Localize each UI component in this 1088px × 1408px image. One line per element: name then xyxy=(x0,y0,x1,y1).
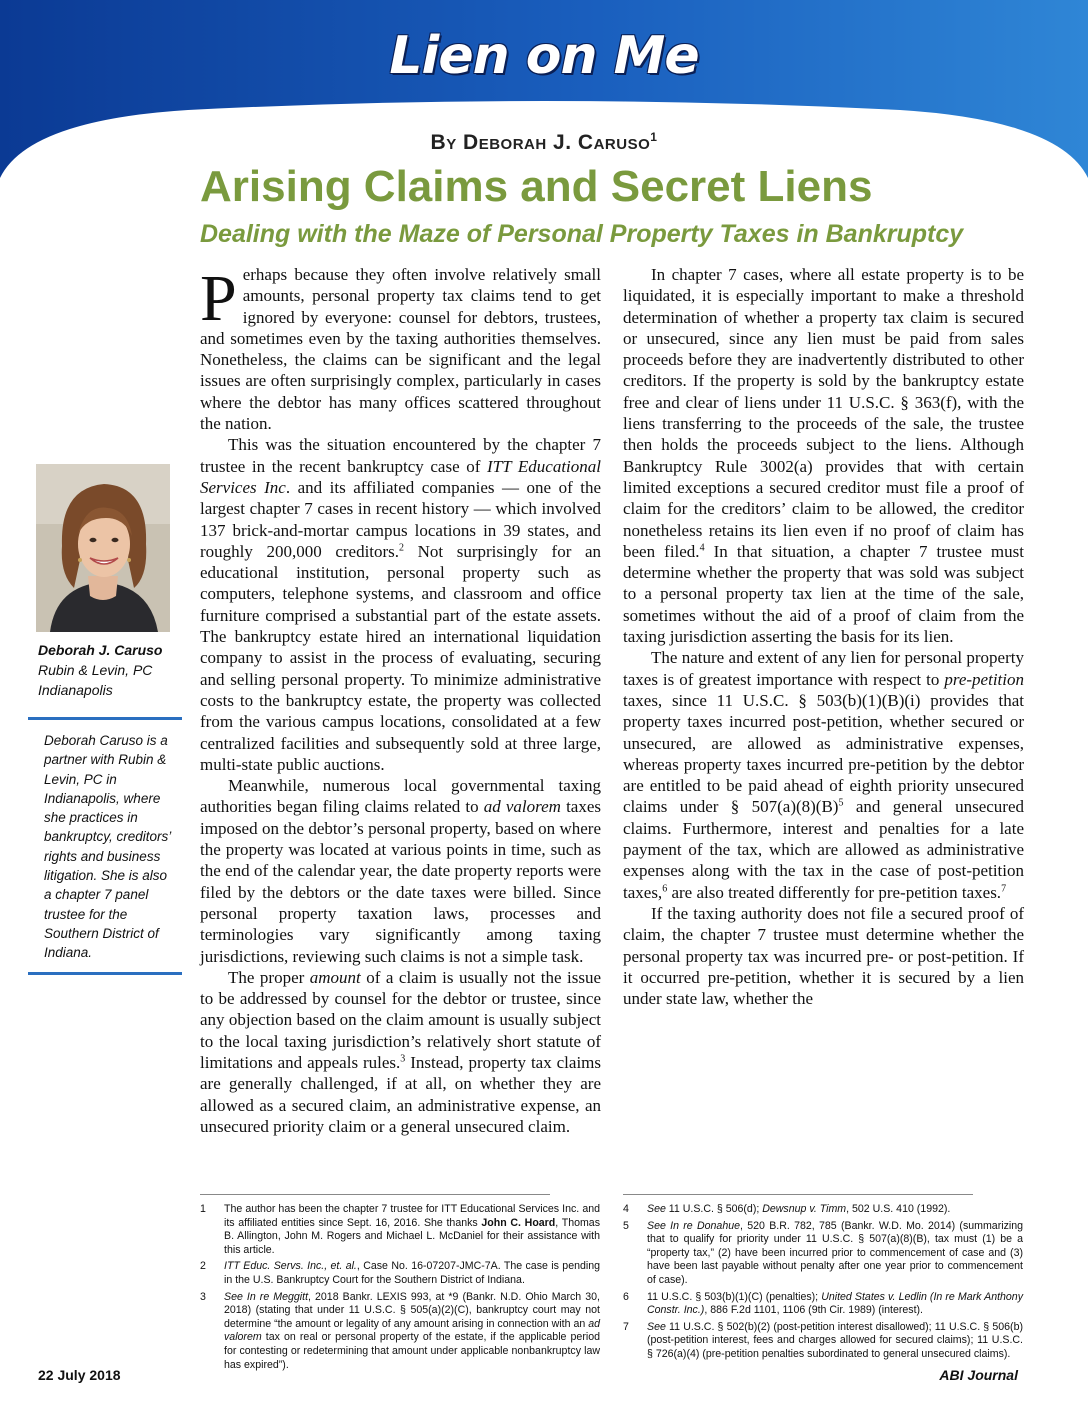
footnote-5 xyxy=(623,1220,1023,1288)
footnote-case-name: See In re Donahue xyxy=(647,1219,740,1232)
footnote-case-name: United States v. Ledlin (In re Mark Anthony Constr. Inc.) xyxy=(647,1290,1023,1317)
article-column-right xyxy=(623,264,1024,1009)
footnote-bold-name: John C. Hoard xyxy=(481,1216,556,1229)
footnote-rule-right xyxy=(623,1194,973,1195)
bio-rule-top xyxy=(28,717,182,720)
paragraph-1-text: erhaps because they often involve relatively small amounts, personal property tax claims tend to get ignored by everyone: counsel for debtors, trustees, and sometimes even by the taxing authorities themselves. Nonetheless, the claims can be significant and the legal issues are often surprisingly complex, particularly in cases where the debtor has many offices scattered throughout the nation. xyxy=(200,265,601,434)
footnote-4 xyxy=(623,1203,1023,1217)
paragraph-3 xyxy=(200,775,601,967)
footnote-ref-2: 2 xyxy=(399,542,405,554)
author-firm: Rubin & Levin, PC xyxy=(38,662,153,678)
footnote-2 xyxy=(200,1260,600,1287)
paragraph-4-text-b: of a claim is usually not the issue to be addressed by counsel for the debtor or trustee, since any objection based on the claim amount is usually subject to the local taxing jurisdiction’s relatively short statute of limitations and appeals rules. xyxy=(200,967,601,1072)
footnote-case-name: See In re Meggitt xyxy=(224,1290,309,1303)
footnote-number: 5 xyxy=(623,1219,629,1232)
footnote-6 xyxy=(623,1291,1023,1318)
column-title: Lien on Me xyxy=(389,26,699,86)
paragraph-5-text-a: In chapter 7 cases, where all estate property is to be liquidated, it is especially important to make a threshold determination of whether a property tax claim is secured or unsecured, since any lien must be paid from sales proceeds before they are inadvertently distributed to other creditors. If the property is sold by the bankruptcy estate free and clear of liens under 11 U.S.C. § 363(f), with the liens transferring to the proceeds of the sale, the trustee then holds the proceeds subject to the liens. Although Bankruptcy Rule 3002(a) provides that with certain limited exceptions a secured creditor must file a proof of claim for the creditors’ claim to be allowed, the creditor nonetheless retains its lien even if no proof of claim has been filed. xyxy=(623,265,1024,561)
author-caption xyxy=(38,640,188,700)
author-photo xyxy=(36,464,170,632)
footnote-number: 4 xyxy=(623,1203,629,1215)
page-footer-publication: ABI Journal xyxy=(939,1367,1018,1383)
author-name: Deborah J. Caruso xyxy=(38,642,163,658)
subhead: Dealing with the Maze of Personal Property Taxes in Bankruptcy xyxy=(200,220,964,248)
footnote-text: tax on real or personal property of the estate, if the applicable period for contesting or redetermining that amount under applicable nonbankruptcy law has expired”). xyxy=(224,1331,600,1371)
footnote-text: , 886 F.2d 1101, 1106 (9th Cir. 1989) (interest). xyxy=(704,1304,923,1317)
author-bio: Deborah Caruso is a partner with Rubin & Levin, PC in Indianapolis, where she practices in bankruptcy, creditors’ rights and business litigation. She is also a chapter 7 panel trustee for the Southern District of Indiana. xyxy=(44,733,171,961)
footnotes-left xyxy=(200,1203,600,1375)
footnote-number: 7 xyxy=(623,1320,629,1333)
footnote-ref-3: 3 xyxy=(400,1053,406,1065)
article-column-left xyxy=(200,264,601,1137)
headline: Arising Claims and Secret Liens xyxy=(200,162,873,211)
byline xyxy=(0,130,1088,155)
paragraph-7: If the taxing authority does not file a secured proof of claim, the chapter 7 trustee must determine whether the personal property tax was incurred pre- or post-petition. If it occurred pre-petition, whether it is secured by a lien under state law, whether the xyxy=(623,903,1024,1009)
paragraph-5 xyxy=(623,264,1024,647)
byline-author: By Deborah J. Caruso xyxy=(430,131,651,154)
paragraph-3-text-b: taxes imposed on the debtor’s personal property, based on where the property was located at various points in time, such as the end of the calendar year, the date property reports were filed by the debtors or the date taxes were billed. Since personal property taxation laws, processes and terminologies vary significantly among taxing jurisdictions, reviewing such claims is not a simple task. xyxy=(200,797,602,966)
term-pre-petition: pre-petition xyxy=(944,669,1024,689)
paragraph-6-text-a: The nature and extent of any lien for personal property taxes is of greatest importance with respect to xyxy=(623,648,1024,689)
footnote-1 xyxy=(200,1203,600,1257)
footnote-text: 11 U.S.C. § 506(d); xyxy=(665,1203,763,1215)
paragraph-6-text-b: taxes, since 11 U.S.C. § 503(b)(1)(B)(i) provides that property taxes incurred post-petition, whether secured or unsecured, are allowed as administrative expenses, whereas property taxes incurred pre-petition by the debtor are entitled to be paid ahead of eighth priority unsecured claims under § 507(a)(8)(B) xyxy=(623,690,1024,817)
footnote-text: 11 U.S.C. § 503(b)(1)(C) (penalties); xyxy=(647,1290,822,1303)
footnote-text: , Case No. 16-07207-JMC-7A. The case is pending in the U.S. Bankruptcy Court for the Southern District of Indiana. xyxy=(224,1260,600,1286)
footnote-number: 6 xyxy=(623,1290,629,1303)
paragraph-2-text-c: Not surprisingly for an educational institution, personal property such as computers, telephone systems, and classroom and office furniture comprised a substantial part of the estate assets. The bankruptcy estate hired an international liquidation company to assist in the process of evaluating, securing and selling personal property. To minimize administrative costs to the bankruptcy estate, the property was collected from the various campus locations, consolidated at a few centralized facilities and subsequently sold at three large, multi-state public auctions. xyxy=(200,541,602,774)
case-name-itt: ITT Educational Services Inc xyxy=(200,456,601,497)
paragraph-2 xyxy=(200,434,601,775)
term-ad-valorem: ad valorem xyxy=(483,797,561,817)
paragraph-4 xyxy=(200,967,601,1137)
bio-rule-bottom xyxy=(28,972,182,975)
author-portrait-image xyxy=(36,464,170,632)
footnote-text: 11 U.S.C. § 502(b)(2) (post-petition interest disallowed); 11 U.S.C. § 506(b) (post-petition interest, fees and charges allowed for secured claims); 11 U.S.C. § 726(a)(4) (pre-petition penalties subordinated to general unsecured claims). xyxy=(647,1320,1023,1360)
footnote-number: 2 xyxy=(200,1260,206,1273)
paragraph-4-text-c: Instead, property tax claims are generally challenged, if at all, on whether they are allowed as a secured claim, an administrative expense, an unsecured priority claim or a general unsecured claim. xyxy=(200,1052,602,1136)
footnote-signal: See xyxy=(647,1203,666,1215)
drop-cap: P xyxy=(200,262,237,335)
paragraph-5-text-b: In that situation, a chapter 7 trustee must determine whether the property that was sold was subject to a personal property tax lien at the time of the sale, sometimes without the aid of a proof of claim from the taxing jurisdiction asserting the basis for its lien. xyxy=(623,541,1024,647)
footnote-ref-7: 7 xyxy=(1001,882,1007,894)
footnote-text: , 520 B.R. 782, 785 (Bankr. W.D. Mo. 2014) (summarizing that to qualify for priority under 11 U.S.C. § 507(a)(8)(B), tax must (1) be a “property tax,” (2) have been incurred prior to commencement of case and (3) have been last payable without penalty after one year prior to commencement of case). xyxy=(647,1219,1024,1286)
footnote-text: , 2018 Bankr. LEXIS 993, at *9 (Bankr. N.D. Ohio March 30, 2018) (stating that under 11 U.S.C. § 505(a)(2)(C), bankruptcy court may not determine “the amount or legality of any amount arising in connection with an xyxy=(224,1290,600,1330)
footnote-ref-4: 4 xyxy=(699,542,705,554)
footnote-number: 3 xyxy=(200,1290,206,1303)
footnote-case-name: ITT Educ. Servs. Inc., et. al. xyxy=(224,1260,357,1273)
paragraph-6-text-d: are also treated differently for pre-petition taxes. xyxy=(667,882,1002,902)
footnote-rule-left xyxy=(200,1194,550,1195)
page-footer-issue: 22 July 2018 xyxy=(38,1367,121,1383)
footnote-ref-6: 6 xyxy=(662,882,668,894)
paragraph-2-text-a: This was the situation encountered by the chapter 7 trustee in the recent bankruptcy case of xyxy=(200,435,601,476)
footnote-text: The author has been the chapter 7 trustee for ITT Educational Services Inc. and its affiliated entities since Sept. 16, 2016. She thanks xyxy=(224,1203,600,1229)
paragraph-6 xyxy=(623,647,1024,903)
paragraph-6-text-c: and general unsecured claims. Furthermore, interest and penalties for a late payment of the tax, which are allowed as administrative expenses along with the tax in the case of post-petition taxes, xyxy=(623,797,1025,902)
paragraph-3-text-a: Meanwhile, numerous local governmental taxing authorities began filing claims related to xyxy=(200,776,601,817)
footnote-term: ad valorem xyxy=(224,1317,600,1344)
footnote-7 xyxy=(623,1321,1023,1362)
footnote-text: , Thomas B. Allington, John M. Rogers and Michael L. McDaniel for their assistance with this article. xyxy=(224,1216,600,1256)
author-city: Indianapolis xyxy=(38,682,113,698)
footnote-3 xyxy=(200,1291,600,1373)
footnotes-right xyxy=(623,1203,1023,1365)
paragraph-2-text-b: . and its affiliated companies — one of the largest chapter 7 cases in recent history — which involved 137 brick-and-mortar campus locations in 39 states, and roughly 200,000 creditors. xyxy=(200,477,602,561)
footnote-number: 1 xyxy=(200,1203,206,1215)
byline-note-ref: 1 xyxy=(650,130,658,144)
footnote-text: , 502 U.S. 410 (1992). xyxy=(846,1203,951,1215)
footnote-signal: See xyxy=(647,1320,666,1333)
footnote-ref-5: 5 xyxy=(838,797,844,809)
term-amount: amount xyxy=(309,967,361,987)
paragraph-1 xyxy=(200,264,601,434)
paragraph-4-text-a: The proper xyxy=(228,967,310,987)
footnote-case-name: Dewsnup v. Timm xyxy=(762,1203,847,1215)
